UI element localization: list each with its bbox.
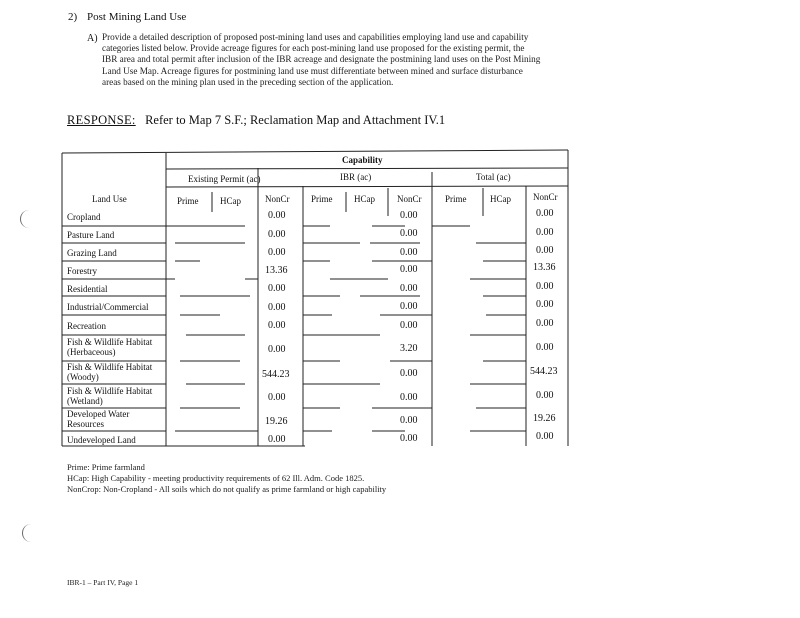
ibr-noncr-recreation: 0.00 bbox=[400, 320, 418, 331]
item-letter: A) bbox=[87, 33, 98, 44]
row-label-pasture-land: Pasture Land bbox=[67, 230, 115, 240]
ibr-noncr-residential: 0.00 bbox=[400, 283, 418, 294]
total-noncr-grazing-land: 0.00 bbox=[536, 245, 554, 256]
response-label: RESPONSE: bbox=[67, 113, 136, 127]
row-label-cropland: Cropland bbox=[67, 212, 101, 222]
ibr-noncr-fish-wildlife-herbaceous: 3.20 bbox=[400, 343, 418, 354]
subheader-prime-ibr: Prime bbox=[311, 194, 333, 204]
ibr-noncr-fish-wildlife-woody: 0.00 bbox=[400, 368, 418, 379]
row-label-forestry: Forestry bbox=[67, 266, 97, 276]
page-id: IBR-1 – Part IV, Page 1 bbox=[67, 578, 139, 587]
ibr-noncr-forestry: 0.00 bbox=[400, 264, 418, 275]
total-noncr-forestry: 13.36 bbox=[533, 262, 556, 273]
row-label-developed-water-resources: Developed Water Resources bbox=[67, 409, 130, 429]
subheader-noncr-total: NonCr bbox=[533, 192, 558, 202]
subheader-prime-total: Prime bbox=[445, 194, 467, 204]
total-noncr-fish-wildlife-woody: 544.23 bbox=[530, 366, 558, 377]
row-label-recreation: Recreation bbox=[67, 321, 106, 331]
response-text: Refer to Map 7 S.F.; Reclamation Map and Attachment IV.1 bbox=[145, 113, 446, 127]
total-noncr-cropland: 0.00 bbox=[536, 208, 554, 219]
existing-noncr-developed-water-resources: 19.26 bbox=[265, 416, 288, 427]
existing-noncr-grazing-land: 0.00 bbox=[268, 247, 286, 258]
ibr-noncr-fish-wildlife-wetland: 0.00 bbox=[400, 392, 418, 403]
ibr-noncr-industrial-commercial: 0.00 bbox=[400, 301, 418, 312]
existing-noncr-fish-wildlife-wetland: 0.00 bbox=[268, 392, 286, 403]
subheader-hcap-total: HCap bbox=[490, 194, 511, 204]
instruction-paragraph: Provide a detailed description of proposed post-mining land uses and capabilities employing land use and capability categories listed below. Provide acreage figures for each post-mining land use proposed for the existing permit, the IBR area and total permit after inclusion of the IBR acreage and designate the postmining land uses on the Post Mining Land Use Map. Acreage figures for postmining land use must differentiate between mined and surface disturbance areas based on the mining plan used in the preceding section of the application. bbox=[102, 32, 541, 87]
row-label-grazing-land: Grazing Land bbox=[67, 248, 117, 258]
existing-noncr-recreation: 0.00 bbox=[268, 320, 286, 331]
land-use-header: Land Use bbox=[92, 194, 127, 204]
ibr-noncr-pasture-land: 0.00 bbox=[400, 228, 418, 239]
group-header-total: Total (ac) bbox=[476, 172, 511, 182]
section-title: Post Mining Land Use bbox=[87, 11, 187, 23]
row-label-fish-wildlife-wetland: Fish & Wildlife Habitat (Wetland) bbox=[67, 386, 153, 406]
ibr-noncr-cropland: 0.00 bbox=[400, 210, 418, 221]
ibr-noncr-undeveloped-land: 0.00 bbox=[400, 433, 418, 444]
total-noncr-developed-water-resources: 19.26 bbox=[533, 413, 556, 424]
row-label-industrial-commercial: Industrial/Commercial bbox=[67, 302, 149, 312]
existing-noncr-forestry: 13.36 bbox=[265, 265, 288, 276]
row-label-fish-wildlife-woody: Fish & Wildlife Habitat (Woody) bbox=[67, 362, 153, 382]
subheader-noncr-existing: NonCr bbox=[265, 194, 290, 204]
existing-noncr-cropland: 0.00 bbox=[268, 210, 286, 221]
ibr-noncr-developed-water-resources: 0.00 bbox=[400, 415, 418, 426]
subheader-prime-existing: Prime bbox=[177, 196, 199, 206]
ibr-noncr-grazing-land: 0.00 bbox=[400, 247, 418, 258]
existing-noncr-fish-wildlife-herbaceous: 0.00 bbox=[268, 344, 286, 355]
existing-noncr-industrial-commercial: 0.00 bbox=[268, 302, 286, 313]
total-noncr-industrial-commercial: 0.00 bbox=[536, 299, 554, 310]
capability-header: Capability bbox=[342, 155, 383, 165]
row-label-undeveloped-land: Undeveloped Land bbox=[67, 435, 136, 445]
total-noncr-recreation: 0.00 bbox=[536, 318, 554, 329]
footnote-noncrop: NonCrop: Non-Cropland - All soils which do not qualify as prime farmland or high capability bbox=[67, 484, 387, 494]
total-noncr-undeveloped-land: 0.00 bbox=[536, 431, 554, 442]
section-number: 2) bbox=[68, 11, 78, 23]
row-label-residential: Residential bbox=[67, 284, 108, 294]
row-label-fish-wildlife-herbaceous: Fish & Wildlife Habitat (Herbaceous) bbox=[67, 337, 153, 357]
subheader-hcap-ibr: HCap bbox=[354, 194, 375, 204]
subheader-hcap-existing: HCap bbox=[220, 196, 241, 206]
footnote-hcap: HCap: High Capability - meeting productivity requirements of 62 Ill. Adm. Code 1825. bbox=[67, 473, 365, 483]
footnote-prime: Prime: Prime farmland bbox=[67, 462, 145, 472]
existing-noncr-pasture-land: 0.00 bbox=[268, 229, 286, 240]
total-noncr-residential: 0.00 bbox=[536, 281, 554, 292]
existing-noncr-residential: 0.00 bbox=[268, 283, 286, 294]
group-header-existing: Existing Permit (ac) bbox=[188, 174, 261, 184]
subheader-noncr-ibr: NonCr bbox=[397, 194, 422, 204]
existing-noncr-undeveloped-land: 0.00 bbox=[268, 434, 286, 445]
total-noncr-pasture-land: 0.00 bbox=[536, 227, 554, 238]
total-noncr-fish-wildlife-wetland: 0.00 bbox=[536, 390, 554, 401]
existing-noncr-fish-wildlife-woody: 544.23 bbox=[262, 369, 290, 380]
group-header-ibr: IBR (ac) bbox=[340, 172, 372, 182]
total-noncr-fish-wildlife-herbaceous: 0.00 bbox=[536, 342, 554, 353]
